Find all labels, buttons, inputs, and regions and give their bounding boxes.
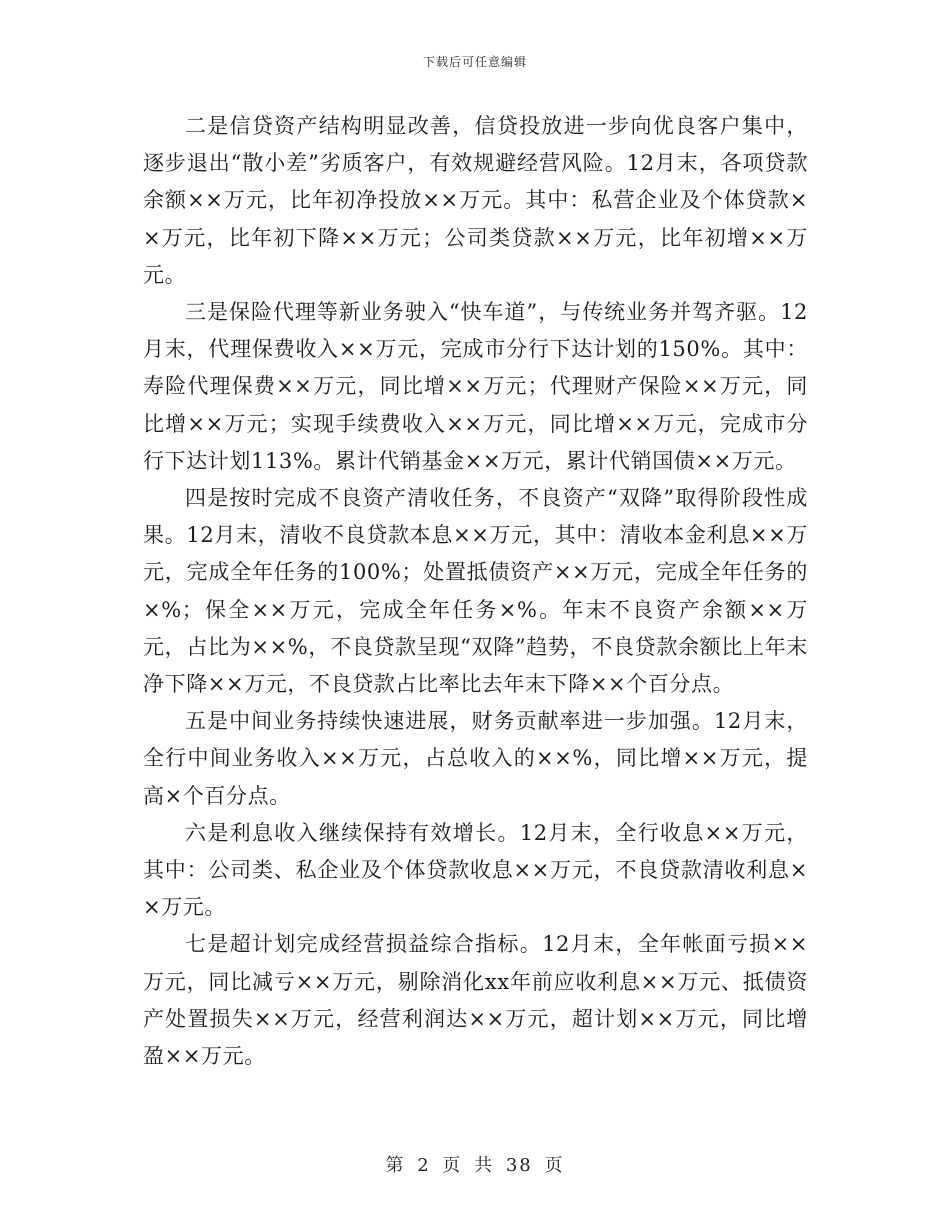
paragraph-insurance-agency: 三是保险代理等新业务驶入“快车道”，与传统业务并驾齐驱。12月末，代理保费收入××万元，完成市分行下达计划的150%。其中：寿险代理保费××万元，同比增××万元；代理财产保险××万元，同比增××万元；实现手续费收入××万元，同比增××万元，完成市分行下达计划113%。累计代销基金××万元，累计代销国债××万元。	[143, 300, 808, 473]
paragraph-interest-income: 六是利息收入继续保持有效增长。12月末，全行收息××万元，其中：公司类、私企业及个体贷款收息××万元，不良贷款清收利息××万元。	[143, 820, 808, 920]
page-header: 下载后可任意编辑	[422, 55, 527, 69]
page-number-footer: 第 2 页 共 38 页	[385, 1155, 565, 1176]
paragraph-credit-structure: 二是信贷资产结构明显改善，信贷投放进一步向优良客户集中，逐步退出“散小差”劣质客户，有效规避经营风险。12月末，各项贷款余额××万元，比年初净投放××万元。其中：私营企业及个体贷款××万元，比年初下降××万元；公司类贷款××万元，比年初增××万元。	[143, 114, 808, 287]
paragraph-nonperforming-assets: 四是按时完成不良资产清收任务，不良资产“双降”取得阶段性成果。12月末，清收不良贷款本息××万元，其中：清收本金利息××万元，完成全年任务的100%；处置抵债资产××万元，完成全年任务的×%；保全××万元，完成全年任务×%。年末不良资产余额××万元，占比为××%，不良贷款呈现“双降”趋势，不良贷款余额比上年末净下降××万元，不良贷款占比率比去年末下降××个百分点。	[143, 486, 808, 697]
paragraph-intermediate-business: 五是中间业务持续快速进展，财务贡献率进一步加强。12月末，全行中间业务收入××万元，占总收入的××%，同比增××万元，提高×个百分点。	[143, 709, 808, 808]
paragraph-profit-loss: 七是超计划完成经营损益综合指标。12月末，全年帐面亏损××万元，同比减亏××万元，剔除消化xx年前应收利息××万元、抵债资产处置损失××万元，经营利润达××万元，超计划××万元，同比增盈××万元。	[143, 932, 808, 1069]
document-body	[143, 108, 808, 1075]
